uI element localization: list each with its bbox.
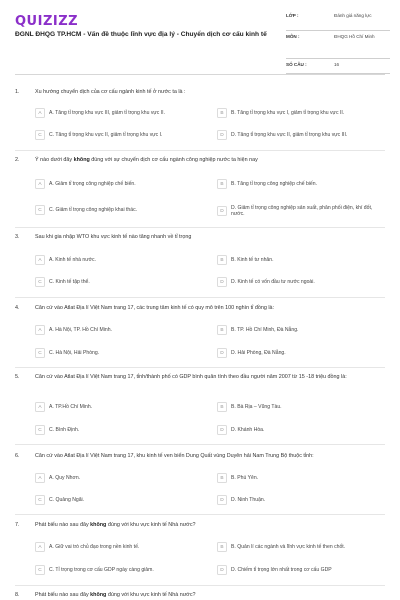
option-letter-box: B — [217, 473, 227, 483]
option-text: D. Kinh tế có vốn đầu tư nước ngoài. — [231, 279, 315, 285]
option-letter-box: C — [35, 130, 45, 140]
option-d[interactable] — [217, 128, 392, 142]
question-text: Ý nào dưới đây không đúng với sự chuyển dịch cơ cấu ngành công nghiệp nước ta hiện nay — [35, 157, 258, 163]
option-c[interactable] — [35, 493, 211, 507]
option-letter-box: A — [35, 255, 45, 265]
option-letter-box: B — [217, 255, 227, 265]
question-divider — [15, 150, 385, 151]
option-text: C. Quảng Ngãi. — [49, 497, 85, 503]
question-text: Căn cứ vào Atlat Địa lí Việt Nam trang 17, khu kinh tế ven biển Dung Quất vùng Duyên hải Nam Trung Bộ thuộc tỉnh: — [35, 453, 314, 459]
option-letter-box: A — [35, 402, 45, 412]
option-b[interactable] — [217, 471, 392, 485]
option-letter-box: A — [35, 542, 45, 552]
question-text: Xu hướng chuyển dịch của cơ cấu ngành kinh tế ở nước ta là : — [35, 89, 186, 95]
meta-subject-row — [286, 31, 390, 59]
option-text: A. Giảm tỉ trọng công nghiệp chế biến. — [49, 181, 136, 187]
option-letter-box: A — [35, 179, 45, 189]
option-letter-box: D — [217, 130, 227, 140]
question-divider — [15, 297, 385, 298]
option-letter-box: A — [35, 473, 45, 483]
option-c[interactable] — [35, 423, 211, 437]
option-letter-box: B — [217, 325, 227, 335]
option-d[interactable] — [217, 275, 392, 289]
option-c[interactable] — [35, 128, 211, 142]
option-a[interactable] — [35, 323, 211, 337]
header-divider — [15, 74, 385, 75]
option-a[interactable] — [35, 471, 211, 485]
option-a[interactable] — [35, 106, 211, 120]
option-letter-box: A — [35, 325, 45, 335]
question-divider — [15, 367, 385, 368]
question-divider — [15, 585, 385, 586]
question-text: Phát biểu nào sau đây không đúng với khu vực kinh tế Nhà nước? — [35, 592, 196, 598]
option-letter-box: C — [35, 495, 45, 505]
option-b[interactable] — [217, 253, 392, 267]
question-text: Căn cứ vào Atlat Địa lí Việt Nam trang 17, các trung tâm kinh tế có quy mô trên 100 nghìn tỉ đồng là: — [35, 305, 275, 311]
question-number: 1. — [15, 89, 20, 95]
question-number: 6. — [15, 453, 20, 459]
option-letter-box: C — [35, 348, 45, 358]
class-value: Đánh giá năng lực — [334, 13, 372, 18]
option-text: B. Quản lí các ngành và lĩnh vực kinh tế then chốt. — [231, 544, 346, 550]
option-letter-box: C — [35, 425, 45, 435]
question-divider — [15, 227, 385, 228]
option-text: C. Tỉ trọng trong cơ cấu GDP ngày càng giảm. — [49, 567, 154, 573]
class-label: LỚP : — [286, 13, 299, 18]
question-number: 2. — [15, 157, 20, 163]
option-a[interactable] — [35, 540, 211, 554]
option-text: D. Tăng tỉ trọng khu vực II, giảm tỉ trọng khu vực III. — [231, 132, 348, 138]
option-text: D. Ninh Thuận. — [231, 497, 266, 503]
question-number: 8. — [15, 592, 20, 598]
question-text: Căn cứ vào Atlat Địa lí Việt Nam trang 17, tỉnh/thành phố có GDP bình quân tính theo đầu người năm 2007 từ 15 -18 triệu đồng là: — [35, 374, 347, 380]
question-number: 5. — [15, 374, 20, 380]
worksheet-title: ĐGNL ĐHQG TP.HCM - Vấn đề thuộc lĩnh vực địa lý - Chuyển dịch cơ cấu kinh tế — [15, 31, 267, 38]
option-text: C. Tăng tỉ trọng khu vực II, giảm tỉ trọng khu vực I. — [49, 132, 163, 138]
option-text: B. TP. Hồ Chí Minh, Đà Nẵng. — [231, 327, 299, 333]
option-letter-box: B — [217, 542, 227, 552]
subject-value: ĐHQG Hồ Chí Minh — [334, 34, 375, 39]
option-d[interactable] — [217, 563, 392, 577]
option-letter-box: D — [217, 277, 227, 287]
question-number: 4. — [15, 305, 20, 311]
worksheet-meta — [286, 10, 390, 74]
option-letter-box: B — [217, 402, 227, 412]
meta-class-row — [286, 10, 390, 31]
option-d[interactable] — [217, 423, 392, 437]
option-c[interactable] — [35, 346, 211, 360]
option-letter-box: B — [217, 179, 227, 189]
option-text: D. Chiếm tỉ trọng lớn nhất trong cơ cấu GDP — [231, 567, 332, 573]
option-b[interactable] — [217, 323, 392, 337]
option-letter-box: C — [35, 277, 45, 287]
option-text: A. Tăng tỉ trọng khu vực III, giảm tỉ trọng khu vực II. — [49, 110, 166, 116]
question-text: Phát biểu nào sau đây không đúng với khu vực kinh tế Nhà nước? — [35, 522, 196, 528]
count-value: 16 — [334, 62, 340, 67]
option-text: D. Giảm tỉ trọng công nghiệp sản xuất, phân phối điện, khí đốt, nước. — [231, 205, 373, 217]
option-letter-box: C — [35, 205, 45, 215]
option-letter-box: D — [217, 425, 227, 435]
option-letter-box: C — [35, 565, 45, 575]
option-b[interactable] — [217, 540, 392, 554]
option-text: A. Kinh tế nhà nước. — [49, 257, 96, 263]
option-letter-box: D — [217, 206, 227, 216]
option-text: D. Khánh Hòa. — [231, 427, 265, 433]
option-text: A. Giữ vai trò chủ đạo trong nền kinh tế. — [49, 544, 140, 550]
option-text: B. Tăng tỉ trọng khu vực I, giảm tỉ trọng khu vực II. — [231, 110, 345, 116]
option-letter-box: B — [217, 108, 227, 118]
question-divider — [15, 444, 385, 445]
option-text: C. Giảm tỉ trọng công nghiệp khai thác. — [49, 207, 138, 213]
option-c[interactable] — [35, 563, 211, 577]
option-d[interactable] — [217, 493, 392, 507]
option-text: A. TP.Hồ Chí Minh. — [49, 404, 93, 410]
option-a[interactable] — [35, 253, 211, 267]
quizizz-logo: QUIZIZZ — [15, 14, 79, 29]
option-text: C. Hà Nội, Hải Phòng. — [49, 350, 100, 356]
question-text: Sau khi gia nhập WTO khu vực kinh tế nào tăng nhanh về tỉ trọng — [35, 234, 192, 240]
option-text: C. Kinh tế tập thể. — [49, 279, 90, 285]
option-text: C. Bình Định. — [49, 427, 80, 433]
option-letter-box: A — [35, 108, 45, 118]
option-letter-box: D — [217, 348, 227, 358]
question-divider — [15, 514, 385, 515]
option-c[interactable] — [35, 275, 211, 289]
option-text: B. Tăng tỉ trọng công nghiệp chế biến. — [231, 181, 317, 187]
option-text: B. Kinh tế tư nhân. — [231, 257, 274, 263]
option-a[interactable] — [35, 177, 211, 191]
option-a[interactable] — [35, 400, 211, 414]
question-number: 3. — [15, 234, 20, 240]
count-label: SỐ CÂU : — [286, 62, 307, 67]
option-d[interactable] — [217, 203, 392, 219]
meta-count-row — [286, 59, 390, 74]
option-b[interactable] — [217, 400, 392, 414]
option-text: D. Hải Phòng, Đà Nẵng. — [231, 350, 286, 356]
option-d[interactable] — [217, 346, 392, 360]
option-text: A. Quy Nhơn. — [49, 475, 81, 481]
option-b[interactable] — [217, 106, 392, 120]
option-b[interactable] — [217, 177, 392, 191]
option-text: B. Bà Rịa – Vũng Tàu. — [231, 404, 282, 410]
option-letter-box: D — [217, 565, 227, 575]
question-number: 7. — [15, 522, 20, 528]
option-text: B. Phú Yên. — [231, 475, 259, 481]
subject-label: MÔN : — [286, 34, 300, 39]
option-letter-box: D — [217, 495, 227, 505]
option-c[interactable] — [35, 203, 211, 217]
option-text: A. Hà Nội, TP. Hồ Chí Minh. — [49, 327, 112, 333]
